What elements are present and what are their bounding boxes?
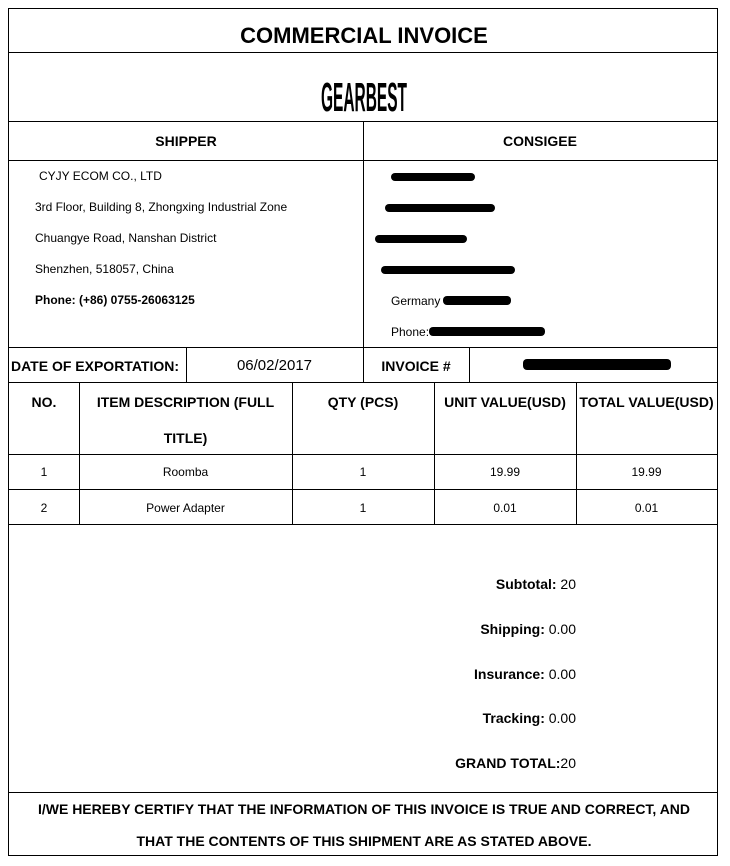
shipper-heading: SHIPPER	[155, 133, 217, 149]
divider	[9, 160, 717, 161]
shipping-value: 0.00	[548, 621, 576, 637]
shipper-line-3: Chuangye Road, Nanshan District	[35, 231, 217, 245]
grand-total-row	[409, 755, 576, 771]
subtotal-value: 20	[560, 576, 576, 592]
subtotal-row	[409, 576, 576, 592]
tracking-label: Tracking:	[482, 710, 545, 726]
shipper-line-1: CYJY ECOM CO., LTD	[39, 169, 162, 183]
divider	[9, 52, 717, 53]
certification-line-2: THAT THE CONTENTS OF THIS SHIPMENT ARE AS STATED ABOVE.	[136, 833, 592, 849]
row-2-description: Power Adapter	[146, 501, 225, 515]
redaction-mark	[385, 204, 495, 212]
row-1-no: 1	[40, 465, 48, 479]
shipper-line-4: Shenzhen, 518057, China	[35, 262, 174, 276]
shipper-line-2: 3rd Floor, Building 8, Zhongxing Industrial Zone	[35, 200, 288, 214]
row-1-unit-value: 19.99	[489, 465, 521, 479]
gearbest-logo	[319, 71, 409, 121]
divider	[9, 524, 717, 525]
grand-total-value: 20	[560, 755, 576, 771]
divider	[9, 382, 717, 383]
brand-logo	[9, 71, 719, 122]
insurance-row	[409, 666, 576, 682]
column-header-description: ITEM DESCRIPTION (FULL	[96, 394, 275, 410]
shipping-label: Shipping:	[480, 621, 545, 637]
column-divider	[469, 347, 470, 382]
row-2-unit-value: 0.01	[493, 501, 517, 515]
invoice-document	[8, 8, 718, 856]
row-1-qty: 1	[359, 465, 367, 479]
tracking-value: 0.00	[548, 710, 576, 726]
redaction-mark	[375, 235, 467, 243]
column-divider	[363, 121, 364, 347]
column-header-unit-value: UNIT VALUE(USD)	[444, 394, 566, 410]
divider	[9, 792, 717, 793]
certification-line-1: I/WE HEREBY CERTIFY THAT THE INFORMATION OF THIS INVOICE IS TRUE AND CORRECT, AND	[37, 801, 691, 817]
grand-total-label: GRAND TOTAL:	[455, 755, 561, 771]
column-header-qty: QTY (PCS)	[327, 394, 399, 410]
export-date-label: DATE OF EXPORTATION:	[11, 358, 179, 374]
redaction-mark	[523, 359, 671, 370]
invoice-title: COMMERCIAL INVOICE	[240, 23, 488, 48]
export-date-value: 06/02/2017	[236, 357, 313, 374]
subtotal-label: Subtotal:	[495, 576, 557, 592]
insurance-value: 0.00	[548, 666, 576, 682]
redaction-mark	[429, 327, 545, 336]
row-2-no: 2	[40, 501, 48, 515]
redaction-mark	[381, 266, 515, 274]
column-header-total-value: TOTAL VALUE(USD)	[579, 394, 714, 410]
row-1-total-value: 19.99	[631, 465, 662, 479]
consignee-heading: CONSIGEE	[503, 133, 577, 149]
redaction-mark	[391, 173, 475, 181]
tracking-row	[409, 710, 576, 726]
shipping-row	[409, 621, 576, 637]
divider	[9, 489, 717, 490]
row-2-qty: 1	[359, 501, 367, 515]
row-2-total-value: 0.01	[634, 501, 659, 515]
invoice-number-label: INVOICE #	[381, 358, 451, 374]
shipper-phone: Phone: (+86) 0755-26063125	[35, 293, 195, 307]
column-header-no: NO.	[31, 394, 57, 410]
redaction-mark	[443, 296, 511, 305]
divider	[9, 454, 717, 455]
column-header-description-cont: TITLE)	[163, 430, 208, 446]
consignee-country: Germany	[391, 294, 441, 308]
row-1-description: Roomba	[162, 465, 209, 479]
insurance-label: Insurance:	[474, 666, 545, 682]
svg-text:GEARBEST: GEARBEST	[321, 74, 408, 121]
consignee-phone-label: Phone:	[391, 325, 430, 339]
